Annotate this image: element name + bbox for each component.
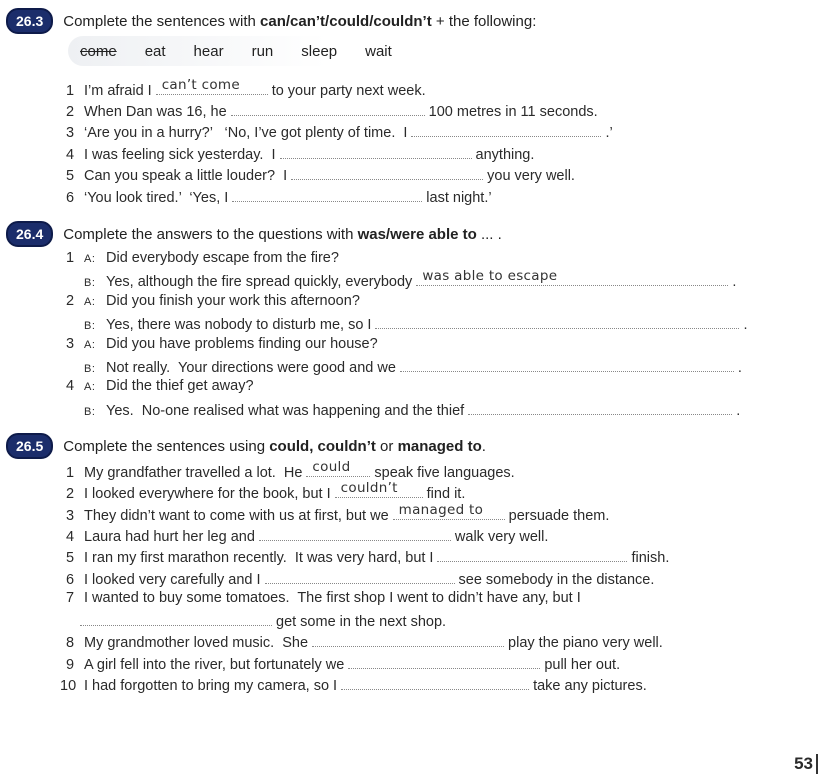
sentence-item: 7 I wanted to buy some tomatoes. The first shop I went to didn’t have any, but I (66, 590, 581, 606)
answer-blank[interactable] (400, 357, 734, 372)
answer-blank[interactable]: was able to escape (416, 271, 728, 286)
sentence-item: 2 I looked everywhere for the book, but I couldn’t find it. (66, 480, 466, 502)
answer-blank[interactable] (437, 547, 627, 562)
word-hear: hear (193, 42, 224, 60)
answer-blank[interactable] (348, 654, 540, 669)
answer-blank[interactable] (375, 314, 739, 329)
exercise-badge: 26.4 (6, 221, 53, 247)
word-run: run (251, 42, 274, 60)
sentence-item: 10 I had forgotten to bring my camera, so I take any pictures. (60, 675, 647, 694)
word-eat: eat (144, 42, 166, 60)
exercise-26-5-header (6, 433, 486, 459)
sentence-item: 3 They didn’t want to come with us at first, but we managed to persuade them. (66, 502, 610, 524)
exercise-instruction: Complete the sentences using could, couldn’t or managed to. (63, 437, 486, 455)
word-wait: wait (365, 42, 392, 60)
answer-blank[interactable] (80, 611, 272, 626)
word-sleep: sleep (301, 42, 338, 60)
exercise-26-3-header (6, 8, 536, 34)
question-line: 1 A: Did everybody escape from the fire? (66, 250, 339, 266)
question-line: 4 A: Did the thief get away? (66, 378, 254, 394)
sentence-item: 1 My grandfather travelled a lot. He could speak five languages. (66, 459, 515, 481)
answer-line: B: Yes. No-one realised what was happening and the thief . (84, 400, 740, 419)
exercise-instruction: Complete the sentences with can/can’t/could/couldn’t + the following: (63, 12, 537, 30)
answer-blank[interactable] (341, 675, 529, 690)
answer-blank[interactable] (232, 187, 422, 202)
answer-blank[interactable] (312, 632, 504, 647)
answer-blank[interactable] (280, 144, 472, 159)
sentence-item: 9 A girl fell into the river, but fortunately we pull her out. (66, 654, 620, 673)
sentence-item: 2 When Dan was 16, he 100 metres in 11 seconds. (66, 101, 598, 120)
answer-blank[interactable] (259, 526, 451, 541)
word-come: come (80, 42, 117, 60)
answer-blank[interactable] (291, 165, 483, 180)
answer-blank[interactable] (265, 569, 455, 584)
sentence-item: 4 Laura had hurt her leg and walk very well. (66, 526, 548, 545)
sentence-item: 5 Can you speak a little louder? I you very well. (66, 165, 575, 184)
sentence-item: 5 I ran my first marathon recently. It was very hard, but I finish. (66, 547, 669, 566)
word-box (68, 36, 438, 66)
exercise-badge: 26.3 (6, 8, 53, 34)
answer-blank[interactable]: couldn’t (335, 483, 423, 498)
sentence-continuation: get some in the next shop. (80, 611, 446, 630)
exercise-26-4-header (6, 221, 502, 247)
sentence-item: 3 ‘Are you in a hurry?’ ‘No, I’ve got plenty of time. I .’ (66, 122, 613, 141)
exercise-instruction: Complete the answers to the questions with was/were able to ... . (63, 225, 502, 243)
answer-blank[interactable]: can’t come (156, 80, 268, 95)
question-line: 3 A: Did you have problems finding our house? (66, 336, 378, 352)
sentence-item: 1 I’m afraid I can’t come to your party next week. (66, 77, 426, 99)
answer-blank[interactable] (231, 101, 425, 116)
sentence-item: 6 ‘You look tired.’ ‘Yes, I last night.’ (66, 187, 492, 206)
sentence-item: 6 I looked very carefully and I see somebody in the distance. (66, 569, 654, 588)
page-number: 53 (794, 754, 818, 774)
exercise-badge: 26.5 (6, 433, 53, 459)
answer-line: B: Not really. Your directions were good and we . (84, 357, 742, 376)
answer-blank[interactable] (468, 400, 732, 415)
answer-line: B: Yes, there was nobody to disturb me, so I . (84, 314, 747, 333)
answer-blank[interactable]: could (306, 462, 370, 477)
sentence-item: 8 My grandmother loved music. She play the piano very well. (66, 632, 663, 651)
answer-line: B: Yes, although the fire spread quickly, everybody was able to escape . (84, 268, 737, 290)
sentence-item: 4 I was feeling sick yesterday. I anything. (66, 144, 534, 163)
answer-blank[interactable] (411, 122, 601, 137)
question-line: 2 A: Did you finish your work this afternoon? (66, 293, 360, 309)
answer-blank[interactable]: managed to (393, 505, 505, 520)
